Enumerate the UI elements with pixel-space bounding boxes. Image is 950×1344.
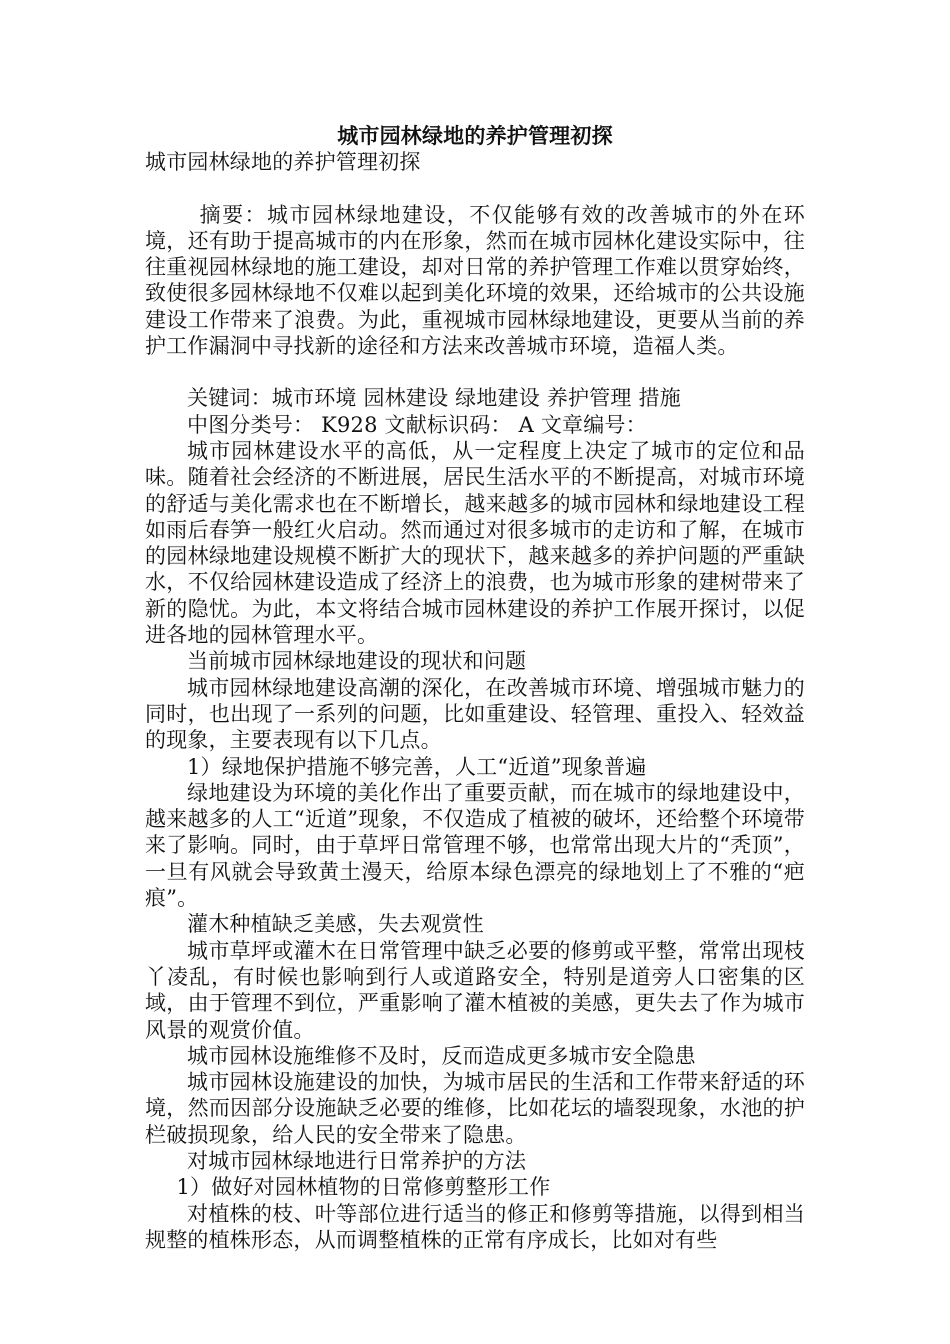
abstract-paragraph: 摘要：城市园林绿地建设，不仅能够有效的改善城市的外在环境，还有助于提高城市的内在形象，然而在城市园林化建设实际中，往往重视园林绿地的施工建设，却对日常的养护管理工作难以贯穿始终，致使很多园林绿地不仅难以起到美化环境的效果，还给城市的公共设施建设工作带来了浪费。为此，重视城市园林绿地建设，更要从当前的养护工作漏洞中寻找新的途径和方法来改善城市环境，造福人类。: [145, 202, 805, 359]
method-heading-pruning: 1）做好对园林植物的日常修剪整形工作: [176, 1175, 551, 1200]
issue-paragraph-facilities: 城市园林设施建设的加快，为城市居民的生活和工作带来舒适的环境，然而因部分设施缺乏必要的维修，比如花坛的墙裂现象，水池的护栏破损现象，给人民的安全带来了隐患。: [145, 1070, 805, 1147]
classification-line: 中图分类号： K928 文献标识码： A 文章编号：: [187, 412, 647, 437]
section-heading-methods: 对城市园林绿地进行日常养护的方法: [187, 1148, 527, 1173]
issue-paragraph-shortcut: 绿地建设为环境的美化作出了重要贡献，而在城市的绿地建设中，越来越多的人工“近道”现象，不仅造成了植被的破坏，还给整个环境带来了影响。同时，由于草坪日常管理不够，也常常出现大片的“秃顶”，一旦有风就会导致黄土漫天，给原本绿色漂亮的绿地划上了不雅的“疤痕”。: [145, 780, 805, 911]
issue-paragraph-shrubs: 城市草坪或灌木在日常管理中缺乏必要的修剪或平整，常常出现枝丫凌乱，有时候也影响到行人或道路安全，特别是道旁人口密集的区域，由于管理不到位，严重影响了灌木植被的美感，更失去了作为城市风景的观赏价值。: [145, 938, 805, 1042]
keywords-line: 关键词：城市环境 园林建设 绿地建设 养护管理 措施: [187, 386, 681, 411]
document-title: 城市园林绿地的养护管理初探: [337, 123, 613, 148]
spacer: [145, 359, 805, 385]
issue-heading-shortcut: 1）绿地保护措施不够完善，人工“近道”现象普遍: [187, 754, 647, 779]
issue-heading-shrubs: 灌木种植缺乏美感，失去观赏性: [187, 912, 484, 937]
method-paragraph-pruning: 对植株的枝、叶等部位进行适当的修正和修剪等措施，以得到相当规整的植株形态，从而调整植株的正常有序成长，比如对有些: [145, 1201, 805, 1252]
spacer: [145, 176, 805, 202]
document-page: [145, 123, 805, 1253]
document-subtitle: 城市园林绿地的养护管理初探: [145, 150, 421, 175]
issue-heading-facilities: 城市园林设施维修不及时，反而造成更多城市安全隐患: [187, 1043, 696, 1068]
intro-paragraph: 城市园林建设水平的高低，从一定程度上决定了城市的定位和品味。随着社会经济的不断进展，居民生活水平的不断提高，对城市环境的舒适与美化需求也在不断增长，越来越多的城市园林和绿地建设工程如雨后春笋一般红火启动。然而通过对很多城市的走访和了解，在城市的园林绿地建设规模不断扩大的现状下，越来越多的养护问题的严重缺水，不仅给园林建设造成了经济上的浪费，也为城市形象的建树带来了新的隐忧。为此，本文将结合城市园林建设的养护工作展开探讨，以促进各地的园林管理水平。: [145, 438, 805, 648]
section-heading-status: 当前城市园林绿地建设的现状和问题: [187, 649, 527, 674]
section-paragraph-status: 城市园林绿地建设高潮的深化，在改善城市环境、增强城市魅力的同时，也出现了一系列的问题，比如重建设、轻管理、重投入、轻效益的现象，主要表现有以下几点。: [145, 675, 805, 753]
